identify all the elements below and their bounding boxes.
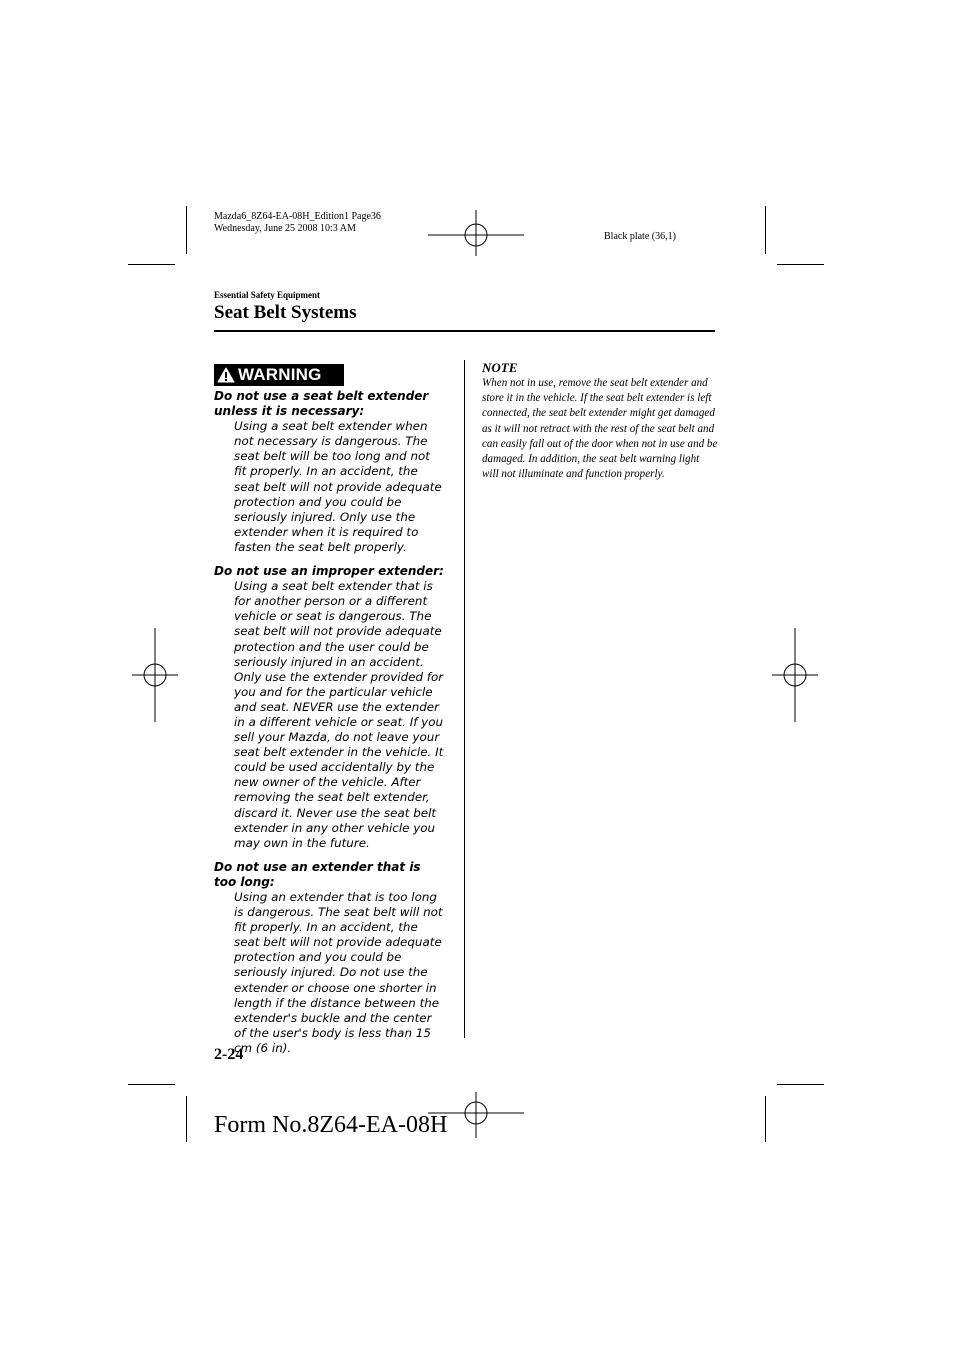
page-title: Seat Belt Systems	[214, 302, 357, 323]
warning-item-body: Using an extender that is too long is dangerous. The seat belt will not fit properly. In an accident, the seat belt will not provide adequate protection and you could be seriously injured. Do not use the extender or choose one shorter in length if the distance between the extender's buckle and the center of the user's body is less than 15 cm (6 in).	[234, 890, 443, 1055]
print-meta-line1: Mazda6_8Z64-EA-08H_Edition1 Page36	[214, 211, 381, 222]
column-divider	[464, 360, 465, 1038]
warning-banner	[214, 364, 344, 386]
warning-item-heading: Do not use a seat belt extender unless it is necessary:	[214, 389, 429, 419]
form-number: Form No.8Z64-EA-08H	[214, 1112, 448, 1138]
plate-label: Black plate (36,1)	[604, 231, 676, 242]
registration-mark-left-icon	[132, 628, 178, 722]
warning-item-heading: Do not use an extender that is too long:	[214, 859, 421, 889]
warning-item	[214, 389, 446, 555]
warning-item-body: Using a seat belt extender when not necessary is dangerous. The seat belt will be too long and not fit properly. In an accident, the seat belt will not provide adequate protection and you could be seriously injured. Only use the extender when it is required to fasten the seat belt properly.	[234, 419, 442, 554]
warning-label: WARNING	[238, 365, 322, 384]
warning-item	[214, 564, 446, 851]
warning-item-heading: Do not use an improper extender:	[214, 564, 444, 579]
print-meta	[214, 211, 381, 235]
warning-list	[214, 389, 446, 1065]
page-number: 2-24	[214, 1046, 244, 1063]
registration-mark-top-icon	[428, 210, 524, 256]
note-text: When not in use, remove the seat belt extender and store it in the vehicle. If the seat belt extender is left connected, the seat belt extender might get damaged as it will not retract with the rest of the seat belt and can easily fall out of the door when not in use and be damaged. In addition, the seat belt warning light will not illuminate and function properly.	[482, 377, 718, 481]
warning-item	[214, 860, 446, 1056]
section-label: Essential Safety Equipment	[214, 290, 321, 300]
title-rule	[214, 330, 715, 332]
note-title: NOTE	[482, 360, 518, 375]
registration-mark-right-icon	[772, 628, 818, 722]
warning-triangle-icon	[214, 364, 238, 386]
note-block	[482, 360, 718, 482]
warning-item-body: Using a seat belt extender that is for another person or a different vehicle or seat is dangerous. The seat belt will not provide adequate protection and the user could be seriously injured in an accident. Only use the extender provided for you and for the particular vehicle and seat. NEVER use the extender in a different vehicle or seat. If you sell your Mazda, do not leave your seat belt extender in the vehicle. It could be used accidentally by the new owner of the vehicle. After removing the seat belt extender, discard it. Never use the seat belt extender in any other vehicle you may own in the future.	[234, 579, 444, 850]
print-meta-line2: Wednesday, June 25 2008 10:3 AM	[214, 223, 356, 234]
